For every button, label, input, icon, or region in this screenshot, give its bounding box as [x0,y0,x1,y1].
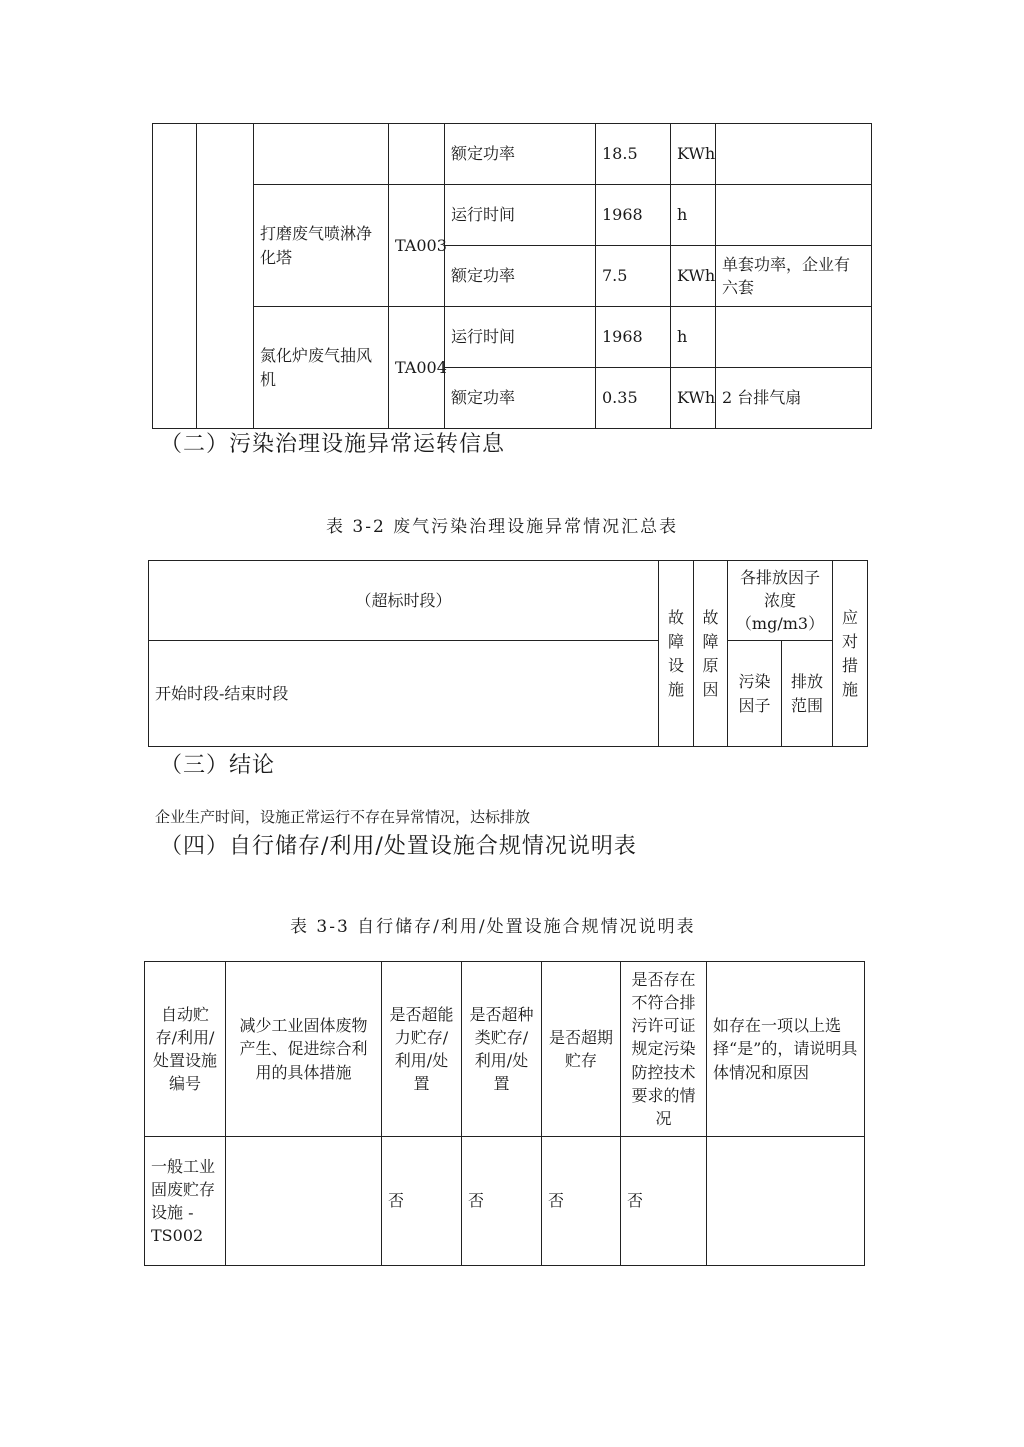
pollutant-factor-header: 污染因子 [728,641,782,747]
cell-non-compliant: 否 [621,1137,707,1266]
param-value: 1968 [596,307,671,368]
param-value: 0.35 [596,368,671,429]
cell-measures [226,1137,382,1266]
header-over-type: 是否超种类贮存/利用/处置 [462,962,542,1137]
param-unit: h [671,185,716,246]
period-header: （超标时段） [149,561,659,641]
cell-facility-id: 一般工业固废贮存设施 -TS002 [145,1137,226,1266]
header-measures: 减少工业固体废物产生、促进综合利用的具体措施 [226,962,382,1137]
param-item: 运行时间 [445,185,596,246]
section-heading-4: （四）自行储存/利用/处置设施合规情况说明表 [160,834,637,859]
param-note: 单套功率，企业有六套 [716,246,872,307]
conclusion-text: 企业生产时间，设施正常运行不存在异常情况，达标排放 [155,808,531,826]
facility-code: TA003 [389,185,445,307]
table-row [149,561,868,641]
param-value: 7.5 [596,246,671,307]
table-cell [153,124,197,429]
facility-code: TA004 [389,307,445,429]
period-sub: 开始时段-结束时段 [149,641,659,747]
table-cell [197,124,254,429]
table-row [145,962,865,1137]
cell-over-time: 否 [542,1137,621,1266]
param-note [716,185,872,246]
param-note [716,307,872,368]
param-value: 18.5 [596,124,671,185]
param-note [716,124,872,185]
param-item: 运行时间 [445,307,596,368]
header-over-time: 是否超期贮存 [542,962,621,1137]
section-heading-2: （二）污染治理设施异常运转信息 [160,432,506,457]
facility-name: 氮化炉废气抽风机 [254,307,389,429]
compliance-table [144,961,865,1266]
fault-reason-header: 故障原因 [694,561,728,747]
table-cell [254,124,389,185]
param-item: 额定功率 [445,124,596,185]
cell-explanation [707,1137,865,1266]
table-caption-3-3: 表 3-3 自行储存/利用/处置设施合规情况说明表 [290,917,696,937]
table-row [145,1137,865,1266]
header-facility-id: 自动贮存/利用/处置设施编号 [145,962,226,1137]
table-row [149,641,868,747]
cell-over-type: 否 [462,1137,542,1266]
header-over-capacity: 是否超能力贮存/利用/处置 [382,962,462,1137]
param-unit: KWh [671,246,716,307]
table-caption-3-2: 表 3-2 废气污染治理设施异常情况汇总表 [326,517,679,537]
facility-name: 打磨废气喷淋净化塔 [254,185,389,307]
param-item: 额定功率 [445,246,596,307]
header-explanation: 如存在一项以上选择“是”的，请说明具体情况和原因 [707,962,865,1137]
param-item: 额定功率 [445,368,596,429]
response-header: 应对措施 [833,561,868,747]
abnormal-summary-table [148,560,868,747]
cell-over-capacity: 否 [382,1137,462,1266]
table-row [153,185,872,246]
table-row [153,124,872,185]
param-unit: h [671,307,716,368]
param-note: 2 台排气扇 [716,368,872,429]
facility-params-table [152,123,872,429]
table-cell [389,124,445,185]
emission-range-header: 排放范围 [782,641,833,747]
concentration-header: 各排放因子浓度（mg/m3） [728,561,833,641]
fault-facility-header: 故障设施 [659,561,694,747]
header-non-compliant: 是否存在不符合排污许可证规定污染防控技术要求的情况 [621,962,707,1137]
param-unit: KWh [671,368,716,429]
param-value: 1968 [596,185,671,246]
param-unit: KWh [671,124,716,185]
table-row [153,307,872,368]
section-heading-3: （三）结论 [160,753,276,778]
